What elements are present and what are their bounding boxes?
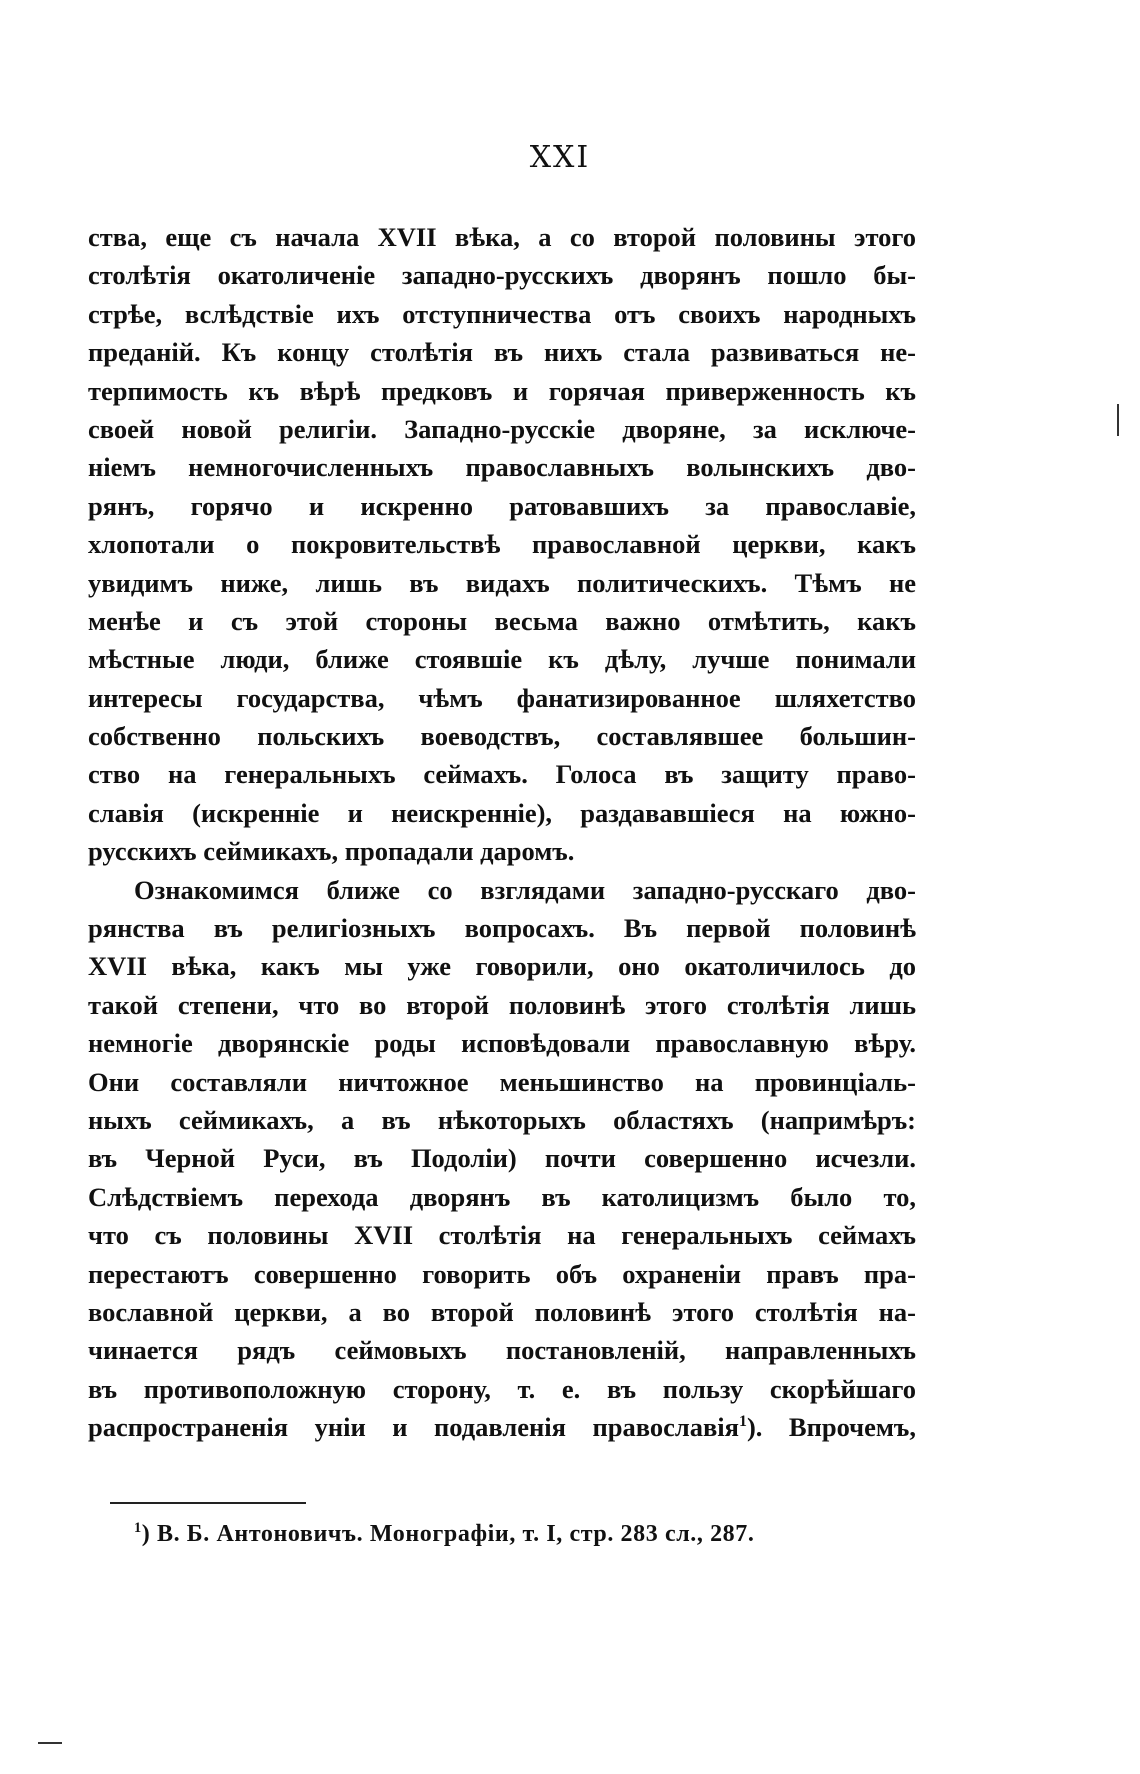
text-line: ныхъ сеймикахъ, а въ нѣкоторыхъ областяхъ (напримѣръ: xyxy=(88,1104,916,1135)
footnote-text: ) В. Б. Антоновичъ. Монографiи, т. I, стр. 283 сл., 287. xyxy=(141,1521,755,1547)
text-fragment: ). Впрочемъ, xyxy=(746,1412,916,1443)
text-line: чинается рядъ сеймовыхъ постановленiй, направленныхъ xyxy=(88,1335,916,1366)
text-line: перестаютъ совершенно говорить объ охраненiи правъ пра- xyxy=(88,1258,916,1289)
text-line: XVII вѣка, какъ мы уже говорили, оно окатоличилось до xyxy=(88,951,916,982)
text-line: немногiе дворянскiе роды исповѣдовали православную вѣру. xyxy=(88,1028,916,1059)
text-line: своей новой религiи. Западно-русскiе дворяне, за исключе- xyxy=(88,413,916,444)
text-line-paragraph-start: Ознакомимся ближе со взглядами западно-русскаго дво- xyxy=(134,874,916,905)
text-line: мѣстные люди, ближе стоявшiе къ дѣлу, лучше понимали xyxy=(88,644,916,675)
text-line: въ Черной Руси, въ Подолiи) почти совершенно исчезли. xyxy=(88,1143,916,1174)
text-line-with-footnote-ref xyxy=(88,1408,916,1446)
text-line-paragraph-end: русскихъ сеймикахъ, пропадали даромъ. xyxy=(88,836,575,867)
text-line: рянства въ религiозныхъ вопросахъ. Въ первой половинѣ xyxy=(88,913,916,944)
text-line: столѣтія окатоличенiе западно-русскихъ дворянъ пошло бы- xyxy=(88,260,916,291)
text-line: преданiй. Къ концу столѣтія въ нихъ стала развиваться не- xyxy=(88,337,916,368)
text-line: стрѣе, вслѣдствiе ихъ отступничества отъ своихъ народныхъ xyxy=(88,298,916,329)
page-number: XXI xyxy=(529,140,591,175)
text-line: ства, еще съ начала XVII вѣка, а со второй половины этого xyxy=(88,222,916,252)
text-line: въ противоположную сторону, т. е. въ пользу скорѣйшаго xyxy=(88,1373,916,1404)
text-line: менѣе и съ этой стороны весьма важно отмѣтить, какъ xyxy=(88,605,916,636)
scan-edge-mark xyxy=(1117,404,1119,436)
body-text xyxy=(88,218,916,1447)
footnote-marker: 1 xyxy=(134,1520,142,1536)
footnote xyxy=(134,1518,934,1550)
text-line: Слѣдствiемъ перехода дворянъ въ католицизмъ было то, xyxy=(88,1181,916,1212)
text-fragment: распространенiя унiи и подавленiя православія xyxy=(88,1412,740,1443)
text-line: что съ половины XVII столѣтія на генеральныхъ сеймахъ xyxy=(88,1220,916,1251)
text-line: нiемъ немногочисленныхъ православныхъ волынскихъ дво- xyxy=(88,452,916,483)
scan-edge-mark xyxy=(38,1742,62,1744)
text-line: интересы государства, чѣмъ фанатизированное шляхетство xyxy=(88,682,916,713)
text-line: такой степени, что во второй половинѣ этого столѣтія лишь xyxy=(88,989,916,1020)
text-line: хлопотали о покровительствѣ православной церкви, какъ xyxy=(88,529,916,560)
text-line: собственно польскихъ воеводствъ, составлявшее большин- xyxy=(88,721,916,752)
text-line: увидимъ ниже, лишь въ видахъ политическихъ. Тѣмъ не xyxy=(88,567,916,598)
text-line: славія (искреннiе и неискреннiе), раздававшiеся на южно- xyxy=(88,797,916,828)
text-line: вославной церкви, а во второй половинѣ этого столѣтія на- xyxy=(88,1296,916,1327)
text-line: рянъ, горячо и искренно ратовавшихъ за православiе, xyxy=(88,490,916,521)
text-line: ство на генеральныхъ сеймахъ. Голоса въ защиту право- xyxy=(88,759,916,790)
text-line: Они составляли ничтожное меньшинство на провинцiаль- xyxy=(88,1066,916,1097)
footnote-divider xyxy=(110,1502,306,1504)
text-line: терпимость къ вѣрѣ предковъ и горячая приверженность къ xyxy=(88,375,916,406)
footnote-reference: 1 xyxy=(739,1413,747,1431)
